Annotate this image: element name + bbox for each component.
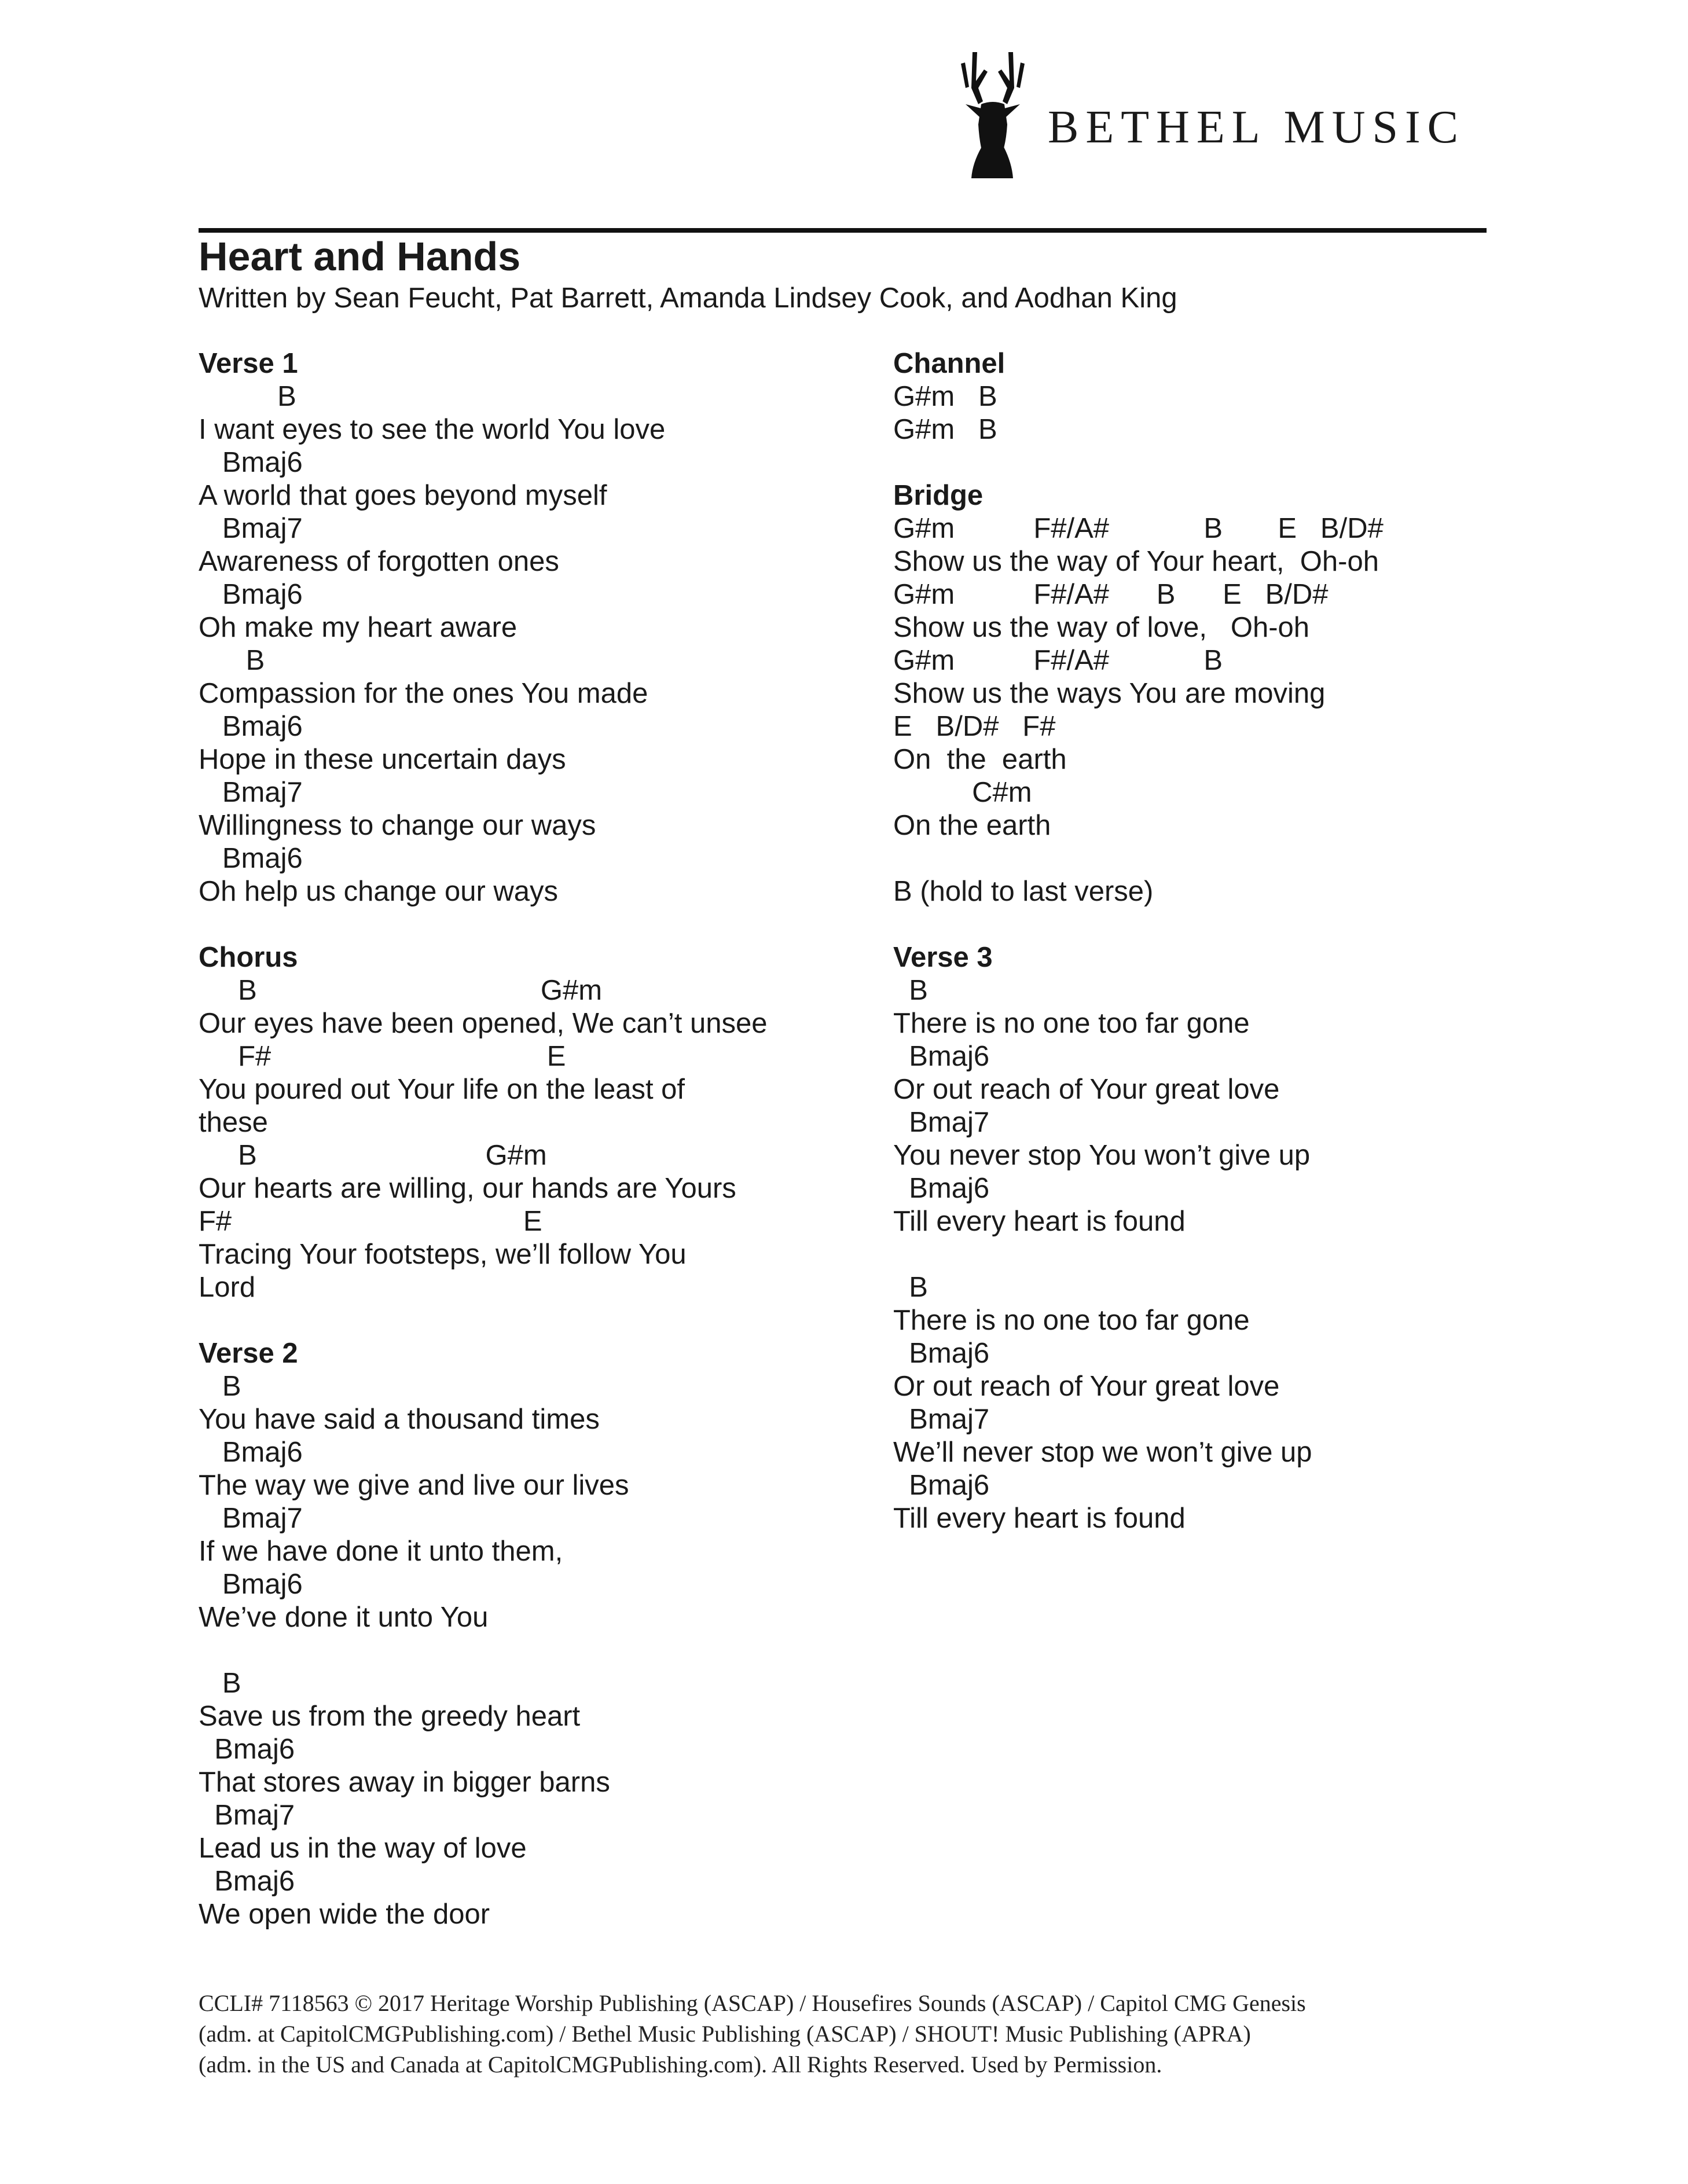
lyric-line: Our eyes have been opened, We can’t unsee (199, 1008, 768, 1039)
chord-line: Bmaj6 (199, 1734, 295, 1765)
section-heading: Channel (893, 348, 1006, 379)
chord-line: B (199, 1668, 241, 1699)
chord-line: Bmaj6 (893, 1041, 990, 1072)
lyric-line: You have said a thousand times (199, 1404, 600, 1435)
right-column (893, 347, 1495, 1535)
lyric-line: Hope in these uncertain days (199, 744, 566, 775)
blank-line (199, 1634, 870, 1667)
lyric-line: Lead us in the way of love (199, 1833, 527, 1864)
chord-line: Bmaj7 (199, 777, 303, 808)
chord-line: B G#m (199, 975, 603, 1006)
chord-line: B (199, 645, 265, 676)
lyric-line: The way we give and live our lives (199, 1470, 629, 1501)
lyric-line: That stores away in bigger barns (199, 1767, 610, 1798)
chord-line: Bmaj6 (199, 1437, 303, 1468)
lyric-line: We’ve done it unto You (199, 1602, 489, 1633)
lyric-line: You poured out Your life on the least of (199, 1074, 685, 1105)
lyric-line: Awareness of forgotten ones (199, 546, 559, 577)
chord-line: B (199, 381, 296, 412)
blank-line (893, 908, 1495, 941)
lyric-line: Oh make my heart aware (199, 612, 518, 643)
chord-line: Bmaj7 (199, 1503, 303, 1534)
song-title: Heart and Hands (199, 234, 521, 279)
chord-line: Bmaj6 (199, 843, 303, 874)
chord-line: Bmaj7 (893, 1404, 990, 1435)
lyric-line: I want eyes to see the world You love (199, 414, 666, 445)
bethel-music-logo (949, 46, 1470, 179)
lyric-line: Oh help us change our ways (199, 876, 559, 907)
chord-line: F# E (199, 1206, 542, 1237)
chord-line: Bmaj6 (199, 447, 303, 478)
chord-line: G#m F#/A# B (893, 645, 1223, 676)
chord-line: E B/D# F# (893, 711, 1056, 742)
chord-line: B (893, 975, 928, 1006)
footer-line: (adm. at CapitolCMGPublishing.com) / Bethel Music Publishing (ASCAP) / SHOUT! Music Publishing (APRA) (199, 2021, 1251, 2047)
lyric-line: A world that goes beyond myself (199, 480, 607, 511)
chord-line: Bmaj6 (199, 579, 303, 610)
chord-line: C#m (893, 777, 1032, 808)
lyric-line: Save us from the greedy heart (199, 1701, 581, 1732)
lyric-line: Our hearts are willing, our hands are Yours (199, 1173, 736, 1204)
chord-line: Bmaj6 (199, 1569, 303, 1600)
chord-line: Bmaj6 (893, 1470, 990, 1501)
chord-line: Bmaj6 (893, 1338, 990, 1369)
section-heading: Verse 2 (199, 1338, 298, 1369)
section-heading: Verse 3 (893, 942, 993, 973)
chord-line: G#m B (893, 381, 997, 412)
section-heading: Chorus (199, 942, 298, 973)
lyric-line: There is no one too far gone (893, 1008, 1250, 1039)
chord-line: Bmaj7 (199, 1800, 295, 1831)
chord-line: Bmaj6 (199, 1866, 295, 1897)
lyric-line: Show us the way of love, Oh-oh (893, 612, 1310, 643)
song-writers: Written by Sean Feucht, Pat Barrett, Amanda Lindsey Cook, and Aodhan King (199, 282, 1177, 314)
lyric-line: On the earth (893, 810, 1051, 841)
lyric-line: On the earth (893, 744, 1067, 775)
blank-line (893, 446, 1495, 479)
copyright-footer (199, 1988, 1507, 2080)
chord-line: F# E (199, 1041, 566, 1072)
footer-line: (adm. in the US and Canada at CapitolCMGPublishing.com). All Rights Reserved. Used by Permission. (199, 2051, 1162, 2077)
lyric-line: Till every heart is found (893, 1206, 1186, 1237)
lyric-line: Lord (199, 1272, 256, 1303)
chord-line: B (199, 1371, 241, 1402)
lyric-line: Show us the way of Your heart, Oh-oh (893, 546, 1379, 577)
lyric-line: We’ll never stop we won’t give up (893, 1437, 1312, 1468)
chord-line: Bmaj6 (893, 1173, 990, 1204)
lyric-line: Willingness to change our ways (199, 810, 596, 841)
chord-line: Bmaj6 (199, 711, 303, 742)
blank-line (199, 908, 870, 941)
section-heading: Bridge (893, 480, 984, 511)
lyric-line: We open wide the door (199, 1899, 490, 1930)
chord-line: B G#m (199, 1140, 547, 1171)
chord-line: Bmaj7 (893, 1107, 990, 1138)
lyric-line: these (199, 1107, 268, 1138)
brand-name: BETHEL MUSIC (1048, 102, 1466, 153)
lyric-line: Show us the ways You are moving (893, 678, 1326, 709)
footer-line: CCLI# 7118563 © 2017 Heritage Worship Publishing (ASCAP) / Housefires Sounds (ASCAP) / Capitol CMG Genesis (199, 1990, 1306, 2016)
lyric-line: Or out reach of Your great love (893, 1074, 1280, 1105)
blank-line (893, 842, 1495, 875)
deer-head-icon (949, 46, 1036, 179)
chord-line: G#m B (893, 414, 997, 445)
section-heading: Verse 1 (199, 348, 298, 379)
lyric-line: You never stop You won’t give up (893, 1140, 1311, 1171)
lyric-line: Tracing Your footsteps, we’ll follow You (199, 1239, 687, 1270)
blank-line (199, 1304, 870, 1337)
lyric-line: Till every heart is found (893, 1503, 1186, 1534)
chord-line: B (893, 1272, 928, 1303)
lyric-line: B (hold to last verse) (893, 876, 1154, 907)
lyric-line: Or out reach of Your great love (893, 1371, 1280, 1402)
chord-line: Bmaj7 (199, 513, 303, 544)
header-divider (199, 228, 1487, 233)
lyric-line: There is no one too far gone (893, 1305, 1250, 1336)
left-column (199, 347, 870, 1931)
chord-line: G#m F#/A# B E B/D# (893, 513, 1384, 544)
chord-line: G#m F#/A# B E B/D# (893, 579, 1329, 610)
lyric-line: Compassion for the ones You made (199, 678, 648, 709)
lyric-line: If we have done it unto them, (199, 1536, 563, 1567)
blank-line (893, 1238, 1495, 1271)
